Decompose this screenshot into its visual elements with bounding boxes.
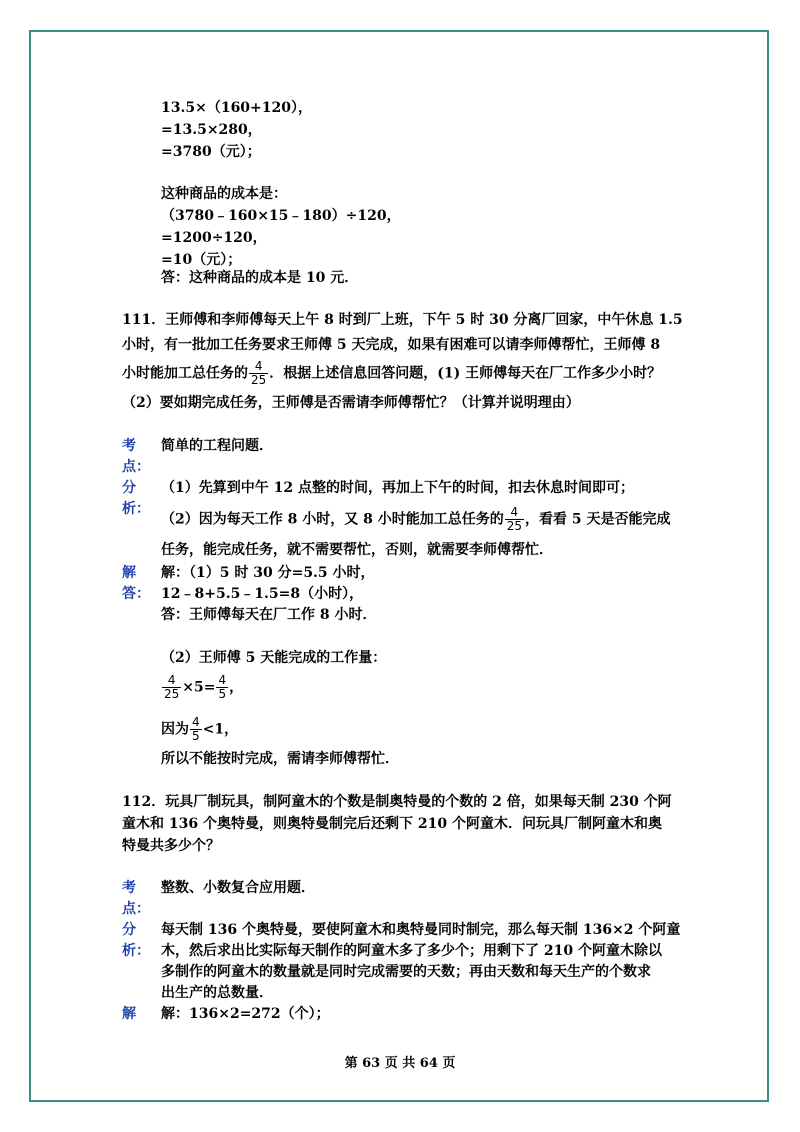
fenxi-label-2: 析： [122, 943, 150, 959]
q112-fenxi-4: 出生产的总数量． [161, 985, 273, 1001]
fraction-4-25 [162, 674, 181, 701]
jieda-label-2: 答： [122, 586, 150, 602]
q111-jie-6 [161, 716, 238, 743]
q111-jie-6-text-a: 因为 [161, 721, 189, 738]
q112-fenxi-1: 每天制 136 个奥特曼，要使阿童木和奥特曼同时制完，那么每天制 136×2 个阿童 [161, 922, 681, 938]
q111-line-3-text-a: 小时能加工总任务的 [122, 365, 248, 382]
q111-line-3-text-b: ．根据上述信息回答问题，(1) 王师傅每天在厂工作多少小时？ [269, 365, 662, 382]
q111-jie-6-text-b: <1， [202, 721, 239, 738]
fraction-numerator: 4 [510, 505, 519, 519]
q111-fenxi-2-text-a: （2）因为每天工作 8 小时，又 8 小时能加工总任务的 [161, 511, 504, 528]
fraction-4-5 [216, 674, 228, 701]
prev-line-2: =13.5×280， [161, 122, 262, 138]
fraction-numerator: 4 [218, 673, 227, 687]
fraction-denominator: 25 [506, 519, 522, 533]
q111-jie-3: 答：王师傅每天在厂工作 8 小时． [161, 607, 377, 623]
fraction-denominator: 5 [218, 687, 227, 701]
prev-line-6: =1200÷120， [161, 230, 267, 246]
fraction-denominator: 25 [164, 687, 180, 701]
fraction-numerator: 4 [254, 359, 263, 373]
q111-jie-5-mid: ×5= [182, 679, 216, 696]
fenxi-label: 分 [122, 480, 136, 496]
q111-line-2: 小时，有一批加工任务要求王师傅 5 天完成，如果有困难可以请李师傅帮忙，王师傅 8 [122, 337, 661, 353]
q112-fenxi-2: 木，然后求出比实际每天制作的阿童木多了多少个；用剩下了 210 个阿童木除以 [161, 943, 662, 959]
q111-jie-5-end: ， [229, 679, 244, 696]
kaodian-label-2: 点： [122, 459, 150, 475]
fenxi-label-2: 析： [122, 501, 150, 517]
jieda-label: 解 [122, 1006, 136, 1022]
q111-fenxi-3: 任务，能完成任务，就不需要帮忙，否则，就需要李师傅帮忙． [161, 542, 553, 558]
q112-fenxi-3: 多制作的阿童木的数量就是同时完成需要的天数；再由天数和每天生产的个数求 [161, 964, 651, 980]
q111-line-4: （2）要如期完成任务，王师傅是否需请李师傅帮忙？（计算并说明理由） [122, 395, 580, 411]
q111-fenxi-1: （1）先算到中午 12 点整的时间，再加上下午的时间，扣去休息时间即可； [161, 480, 634, 496]
q111-jie-4: （2）王师傅 5 天能完成的工作量： [161, 650, 387, 666]
q112-line-1: 112．玩具厂制玩具，制阿童木的个数是制奥特曼的个数的 2 倍，如果每天制 230 个阿 [122, 794, 672, 810]
fraction-4-25 [505, 506, 524, 533]
q112-kaodian: 整数、小数复合应用题． [161, 880, 315, 896]
q112-line-3: 特曼共多少个？ [122, 838, 220, 854]
fraction-4-25 [249, 360, 268, 387]
q111-jie-2: 12﹣8+5.5﹣1.5=8（小时）， [161, 586, 364, 602]
prev-line-1: 13.5×（160+120）， [161, 100, 313, 116]
page-footer: 第 63 页 共 64 页 [344, 1056, 456, 1071]
fenxi-label: 分 [122, 922, 136, 938]
fraction-numerator: 4 [167, 673, 176, 687]
q111-fenxi-2 [161, 506, 671, 533]
q111-line-1: 111．王师傅和李师傅每天上午 8 时到厂上班，下午 5 时 30 分离厂回家，中午休息 1.5 [122, 312, 683, 328]
q111-jie-5 [161, 674, 243, 701]
fraction-numerator: 4 [192, 715, 200, 729]
fraction-denominator: 25 [251, 373, 267, 387]
q111-jie-1: 解：（1）5 时 30 分=5.5 小时， [161, 565, 375, 581]
kaodian-label-2: 点： [122, 901, 150, 917]
fraction-4-5 [190, 716, 202, 743]
q112-line-2: 童木和 136 个奥特曼，则奥特曼制完后还剩下 210 个阿童木．问玩具厂制阿童木和奥 [122, 816, 662, 832]
fraction-denominator: 5 [192, 729, 200, 743]
q111-jie-7: 所以不能按时完成，需请李师傅帮忙． [161, 751, 399, 767]
q112-jie-1: 解：136×2=272（个）； [161, 1006, 330, 1022]
prev-line-4: 这种商品的成本是： [161, 186, 287, 202]
jieda-label: 解 [122, 565, 136, 581]
kaodian-label: 考 [122, 880, 136, 896]
prev-line-7: =10（元）； [161, 252, 242, 268]
prev-answer: 答：这种商品的成本是 10 元． [161, 270, 359, 286]
q111-line-3 [122, 360, 661, 387]
prev-line-5: （3780﹣160×15﹣180）÷120， [161, 208, 401, 224]
q111-kaodian: 简单的工程问题． [161, 438, 273, 454]
q111-fenxi-2-text-b: ，看看 5 天是否能完成 [525, 511, 671, 528]
kaodian-label: 考 [122, 438, 136, 454]
prev-line-3: =3780（元）； [161, 144, 261, 160]
